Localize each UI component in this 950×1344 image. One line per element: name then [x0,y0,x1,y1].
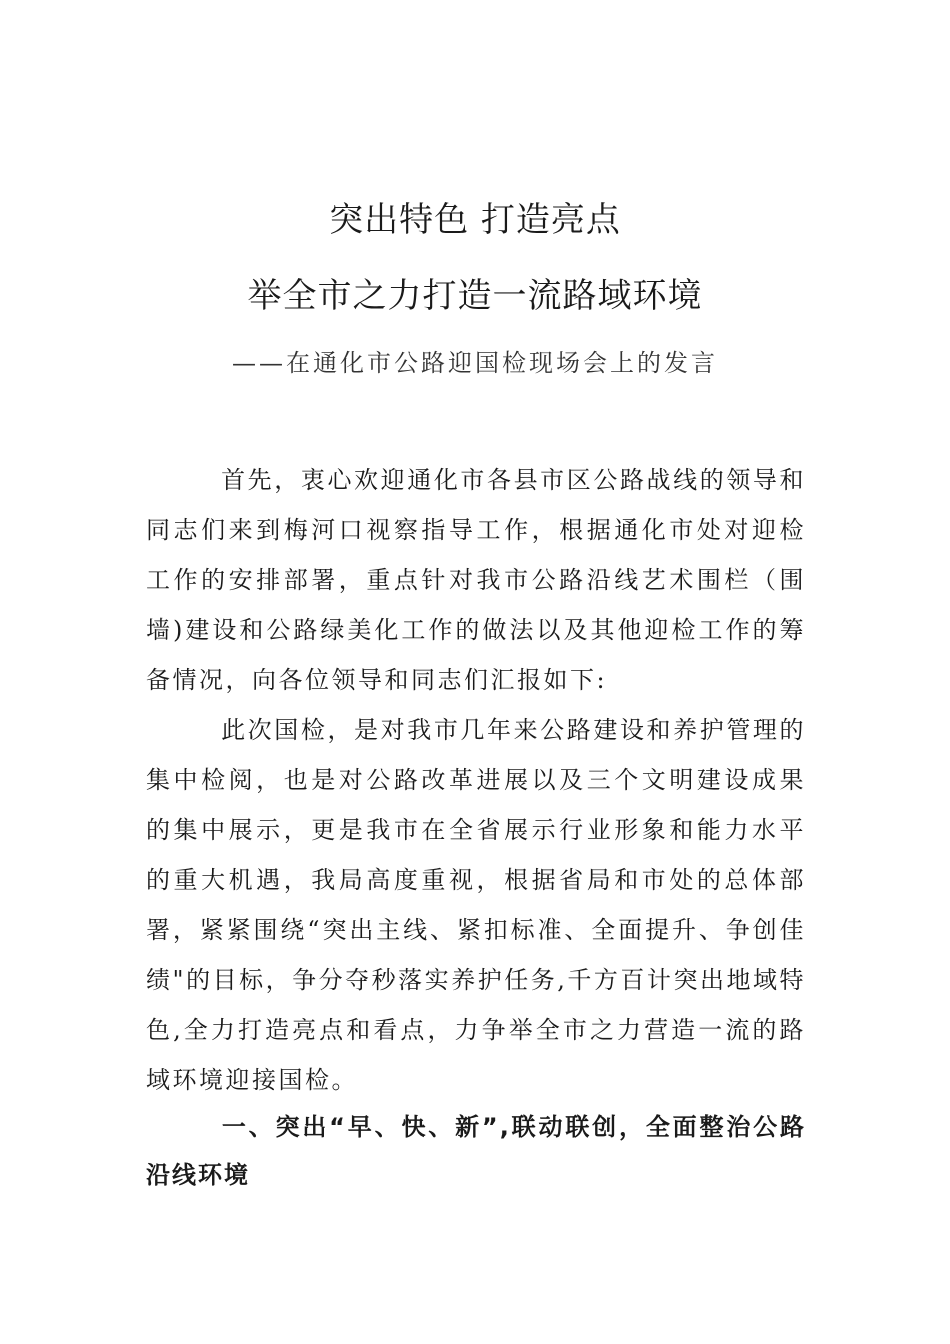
paragraph-1-text: 首先，衷心欢迎通化市各县市区公路战线的领导和同志们来到梅河口视察指导工作，根据通化市处对迎检工作的安排部署，重点针对我市公路沿线艺术围栏（围墙)建设和公路绿美化工作的做法以及其他迎检工作的筹备情况，向各位领导和同志们汇报如下: [146,466,806,694]
document-subtitle: ——在通化市公路迎国检现场会上的发言 [232,349,718,377]
section-heading [146,1103,806,1199]
section-heading-text: 一、突出“早、快、新”,联动联创，全面整治公路沿线环境 [146,1113,806,1189]
paragraph-1 [146,455,806,705]
document-title-line2: 举全市之力打造一流路域环境 [247,276,703,316]
paragraph-2 [146,705,806,1105]
document-title-line1: 突出特色 打造亮点 [329,200,621,240]
paragraph-2-text: 此次国检，是对我市几年来公路建设和养护管理的集中检阅，也是对公路改革进展以及三个文明建设成果的集中展示，更是我市在全省展示行业形象和能力水平的重大机遇，我局高度重视，根据省局和市处的总体部署，紧紧围绕“突出主线、紧扣标准、全面提升、争创佳绩"的目标，争分夺秒落实养护任务,千方百计突出地域特色,全力打造亮点和看点，力争举全市之力营造一流的路域环境迎接国检。 [146,716,806,1094]
